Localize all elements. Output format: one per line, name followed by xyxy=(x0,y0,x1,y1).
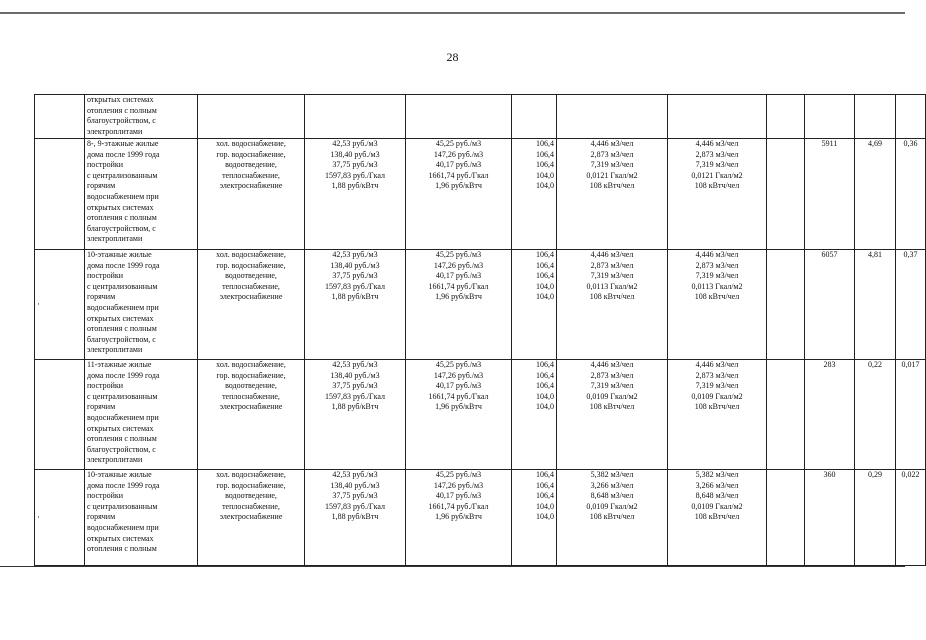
cell-line: 7,319 м3/чел xyxy=(695,381,739,391)
value-b-cell xyxy=(896,139,926,250)
cell-line: 108 кВтч/чел xyxy=(589,181,635,191)
cell-line: 108 кВтч/чел xyxy=(694,292,740,302)
cell-line: 1,96 руб/кВтч xyxy=(435,402,482,412)
cell-line: 108 кВтч/чел xyxy=(694,181,740,191)
cell-line: 0,0113 Гкал/м2 xyxy=(586,281,638,291)
norm-new-cell xyxy=(668,470,767,566)
cell-line: 1,88 руб/кВтч xyxy=(331,512,379,522)
index-cell xyxy=(512,250,557,360)
norm-new-cell xyxy=(668,139,767,250)
norm-old-cell xyxy=(557,360,668,470)
cell-line: горячим xyxy=(87,512,116,522)
empty-cell xyxy=(557,95,668,139)
cell-line: водоотведение, xyxy=(225,381,277,391)
cell-line: открытых системах xyxy=(87,202,154,212)
value-a-cell xyxy=(855,360,896,470)
empty-cell xyxy=(198,95,305,139)
empty-cell xyxy=(855,95,896,139)
empty-cell xyxy=(896,95,926,139)
marker-cell xyxy=(35,250,85,360)
cell-line: 2,873 м3/чел xyxy=(695,149,739,159)
cell-line: 104,0 xyxy=(536,501,554,511)
cell-line: 2,873 м3/чел xyxy=(695,370,739,380)
cell-line: горячим xyxy=(87,181,116,191)
cell-line: 106,4 xyxy=(536,491,554,501)
cell-line: открытых системах xyxy=(87,423,154,433)
cell-line: постройки xyxy=(87,160,124,170)
cell-line: с централизованным xyxy=(87,391,158,401)
cell-line: 7,319 м3/чел xyxy=(590,381,634,391)
cell-line: 0,0109 Гкал/м2 xyxy=(586,501,638,511)
tariff-new-cell xyxy=(406,250,512,360)
cell-line: 138,40 руб./м3 xyxy=(330,260,380,270)
cell-value: 0,37 xyxy=(903,250,918,259)
cell-line: 45,25 руб./м3 xyxy=(435,360,482,369)
marker-cell xyxy=(35,360,85,470)
value-a-cell xyxy=(855,470,896,566)
services-cell xyxy=(198,470,305,566)
cell-line: горячим xyxy=(87,292,116,302)
population-cell xyxy=(805,360,855,470)
cell-line: 3,266 м3/чел xyxy=(590,480,634,490)
tariff-old-cell xyxy=(305,360,406,470)
cell-line: 0,0109 Гкал/м2 xyxy=(691,391,743,401)
cell-line: благоустройством, с xyxy=(87,334,156,344)
cell-line: 104,0 xyxy=(536,391,554,401)
cell-line: электроснабжение xyxy=(219,512,283,522)
row-marker: · xyxy=(37,512,40,523)
cell-line: 104,0 xyxy=(536,170,554,180)
cell-line: 37,75 руб./м3 xyxy=(332,271,378,281)
tariff-old-cell xyxy=(305,250,406,360)
cell-line: 104,0 xyxy=(536,181,554,191)
cell-line: 1,88 руб/кВтч xyxy=(331,292,379,302)
cell-line: гор. водоснабжение, xyxy=(216,480,286,490)
table-row xyxy=(35,360,926,470)
cell-value: 0,017 xyxy=(901,360,920,369)
description-cell xyxy=(85,360,198,470)
cell-line: 45,25 руб./м3 xyxy=(435,139,482,148)
description-cell xyxy=(85,139,198,250)
cell-line: 8,648 м3/чел xyxy=(695,491,739,501)
cell-line: 138,40 руб./м3 xyxy=(330,370,380,380)
cell-value: 0,29 xyxy=(868,470,882,479)
cell-line: 5,382 м3/чел xyxy=(590,470,634,479)
cell-line: 4,446 м3/чел xyxy=(590,250,634,259)
cell-line: 11-этажные жилые xyxy=(87,360,152,369)
cell-line: водоотведение, xyxy=(225,271,277,281)
cell-value: 0,022 xyxy=(901,470,920,479)
cell-line: 106,4 xyxy=(536,260,554,270)
cell-line: 1597,83 руб./Гкал xyxy=(324,501,386,511)
cell-line: гор. водоснабжение, xyxy=(216,260,286,270)
cell-line: 1597,83 руб./Гкал xyxy=(324,281,386,291)
value-b-cell xyxy=(896,470,926,566)
cell-line: 3,266 м3/чел xyxy=(695,480,739,490)
cell-line: гор. водоснабжение, xyxy=(216,370,286,380)
cell-line: 2,873 м3/чел xyxy=(590,260,634,270)
cell-line: 1,96 руб/кВтч xyxy=(435,292,482,302)
cell-value: 360 xyxy=(823,470,836,479)
cell-line: 4,446 м3/чел xyxy=(590,139,634,148)
cell-line: 7,319 м3/чел xyxy=(590,271,634,281)
cell-line: 42,53 руб./м3 xyxy=(332,470,378,479)
table-row xyxy=(35,139,926,250)
empty-cell xyxy=(512,95,557,139)
cell-line: хол. водоснабжение, xyxy=(216,139,286,148)
cell-line: 1661,74 руб./Гкал xyxy=(428,501,489,511)
top-scan-edge xyxy=(0,12,905,14)
cell-line: 147,26 руб./м3 xyxy=(433,480,484,490)
table-row xyxy=(35,250,926,360)
index-cell xyxy=(512,360,557,470)
description-cell xyxy=(85,470,198,566)
description-cell: открытых системах отопления с полным благоустройством, с электроплитами xyxy=(85,95,198,139)
marker-cell xyxy=(35,95,85,139)
cell-line: 4,446 м3/чел xyxy=(695,250,739,259)
cell-line: 4,446 м3/чел xyxy=(695,360,739,369)
cell-line: электроснабжение xyxy=(219,181,283,191)
cell-line: 45,25 руб./м3 xyxy=(435,470,482,479)
cell-value: 6057 xyxy=(821,250,838,259)
cell-line: отопления с полным xyxy=(87,213,157,223)
cell-line: 104,0 xyxy=(536,512,554,522)
cell-line: 104,0 xyxy=(536,292,554,302)
cell-line: дома после 1999 года xyxy=(87,149,160,159)
cell-line: 106,4 xyxy=(536,250,554,259)
bottom-scan-edge xyxy=(0,566,905,567)
cell-line: 147,26 руб./м3 xyxy=(433,370,484,380)
cell-line: открытых системах xyxy=(87,313,154,323)
cell-line: дома после 1999 года xyxy=(87,370,160,380)
cell-line: гор. водоснабжение, xyxy=(216,149,286,159)
population-cell xyxy=(805,250,855,360)
cell-value: 4,81 xyxy=(868,250,882,259)
cell-line: 106,4 xyxy=(536,360,554,369)
index-cell xyxy=(512,139,557,250)
cell-line: 106,4 xyxy=(536,480,554,490)
cell-line: постройки xyxy=(87,381,124,391)
cell-line: 42,53 руб./м3 xyxy=(332,250,378,259)
cell-line: 40,17 руб./м3 xyxy=(435,381,482,391)
cell-line: теплоснабжение, xyxy=(222,281,280,291)
cell-line: 106,4 xyxy=(536,139,554,148)
cell-line: 108 кВтч/чел xyxy=(589,292,635,302)
cell-line: теплоснабжение, xyxy=(222,501,280,511)
cell-line: 147,26 руб./м3 xyxy=(433,260,484,270)
cell-line: 106,4 xyxy=(536,160,554,170)
cell-line: 40,17 руб./м3 xyxy=(435,271,482,281)
cell-line: 1,88 руб/кВтч xyxy=(331,181,379,191)
value-b-cell xyxy=(896,250,926,360)
empty-cell xyxy=(668,95,767,139)
cell-line: 2,873 м3/чел xyxy=(590,370,634,380)
cell-line: хол. водоснабжение, xyxy=(216,250,286,259)
cell-line: теплоснабжение, xyxy=(222,170,280,180)
norm-old-cell xyxy=(557,470,668,566)
tariff-new-cell xyxy=(406,360,512,470)
cell-line: постройки xyxy=(87,271,124,281)
cell-line: 1661,74 руб./Гкал xyxy=(428,170,489,180)
cell-line: 1,96 руб/кВтч xyxy=(435,512,482,522)
cell-line: 106,4 xyxy=(536,470,554,479)
page-number: 28 xyxy=(446,50,459,64)
cell-line: с централизованным xyxy=(87,501,158,511)
marker-cell xyxy=(35,470,85,566)
cell-line: 8,648 м3/чел xyxy=(590,491,634,501)
cell-line: электроплитами xyxy=(87,345,143,355)
services-cell xyxy=(198,250,305,360)
cell-line: 4,446 м3/чел xyxy=(695,139,739,148)
cell-line: водоснабжением при xyxy=(87,522,159,532)
marker-cell xyxy=(35,139,85,250)
cell-value: 4,69 xyxy=(868,139,882,148)
empty-cell xyxy=(406,95,512,139)
cell-line: 108 кВтч/чел xyxy=(589,402,635,412)
cell-line: хол. водоснабжение, xyxy=(216,360,286,369)
cell-line: 106,4 xyxy=(536,149,554,159)
cell-line: теплоснабжение, xyxy=(222,391,280,401)
cell-line: благоустройством, с xyxy=(87,223,156,233)
cell-line: хол. водоснабжение, xyxy=(216,470,286,479)
empty-cell xyxy=(767,250,805,360)
tariff-old-cell xyxy=(305,470,406,566)
cell-line: 8-, 9-этажные жилые xyxy=(87,139,159,148)
cell-line: отопления с полным xyxy=(87,434,157,444)
tariff-new-cell xyxy=(406,470,512,566)
continuation-row xyxy=(35,95,926,139)
empty-cell xyxy=(805,95,855,139)
cell-line: открытых системах xyxy=(87,533,154,543)
cell-line: 104,0 xyxy=(536,402,554,412)
cell-line: 0,0121 Гкал/м2 xyxy=(586,170,638,180)
value-a-cell xyxy=(855,139,896,250)
row-marker: · xyxy=(37,299,40,310)
value-a-cell xyxy=(855,250,896,360)
cell-line: 138,40 руб./м3 xyxy=(330,480,380,490)
cell-line: 0,0121 Гкал/м2 xyxy=(691,170,743,180)
cell-line: 1661,74 руб./Гкал xyxy=(428,391,489,401)
population-cell xyxy=(805,139,855,250)
cell-line: 10-этажные жилые xyxy=(87,250,152,259)
cell-line: водоотведение, xyxy=(225,160,277,170)
cell-value: 0,22 xyxy=(868,360,882,369)
cell-line: 40,17 руб./м3 xyxy=(435,491,482,501)
cell-line: 138,40 руб./м3 xyxy=(330,149,380,159)
services-cell xyxy=(198,360,305,470)
population-cell xyxy=(805,470,855,566)
cell-line: 108 кВтч/чел xyxy=(589,512,635,522)
cell-line: отопления с полным xyxy=(87,324,157,334)
cell-line: 42,53 руб./м3 xyxy=(332,139,378,148)
cell-line: 10-этажные жилые xyxy=(87,470,152,479)
empty-cell xyxy=(767,470,805,566)
norm-new-cell xyxy=(668,250,767,360)
tariff-old-cell xyxy=(305,139,406,250)
cell-line: 37,75 руб./м3 xyxy=(332,160,378,170)
cell-line: горячим xyxy=(87,402,116,412)
index-cell xyxy=(512,470,557,566)
cell-line: 45,25 руб./м3 xyxy=(435,250,482,259)
cell-line: 1661,74 руб./Гкал xyxy=(428,281,489,291)
value-b-cell xyxy=(896,360,926,470)
cell-line: электроплитами xyxy=(87,455,143,465)
cell-value: 0,36 xyxy=(903,139,918,148)
cell-line: 1,88 руб/кВтч xyxy=(331,402,379,412)
cell-line: с централизованным xyxy=(87,170,158,180)
table-row xyxy=(35,470,926,566)
cell-line: 37,75 руб./м3 xyxy=(332,381,378,391)
cell-line: 4,446 м3/чел xyxy=(590,360,634,369)
services-cell xyxy=(198,139,305,250)
cell-line: водоснабжением при xyxy=(87,302,159,312)
cell-line: отопления с полным xyxy=(87,544,157,554)
cell-line: постройки xyxy=(87,491,124,501)
tariff-new-cell xyxy=(406,139,512,250)
cell-line: 0,0113 Гкал/м2 xyxy=(691,281,743,291)
cell-line: 2,873 м3/чел xyxy=(590,149,634,159)
norm-old-cell xyxy=(557,250,668,360)
cell-line: 2,873 м3/чел xyxy=(695,260,739,270)
cell-line: водоотведение, xyxy=(225,491,277,501)
cell-line: 5,382 м3/чел xyxy=(695,470,739,479)
cell-line: дома после 1999 года xyxy=(87,260,160,270)
cell-line: электроплитами xyxy=(87,234,143,244)
cell-line: 106,4 xyxy=(536,381,554,391)
cell-line: электроснабжение xyxy=(219,402,283,412)
cell-line: 147,26 руб./м3 xyxy=(433,149,484,159)
cell-line: 106,4 xyxy=(536,370,554,380)
cell-line: 7,319 м3/чел xyxy=(695,160,739,170)
cell-line: электроснабжение xyxy=(219,292,283,302)
cell-line: 1,96 руб/кВтч xyxy=(435,181,482,191)
cell-line: 108 кВтч/чел xyxy=(694,512,740,522)
cell-line: 1597,83 руб./Гкал xyxy=(324,170,386,180)
cell-line: с централизованным xyxy=(87,281,158,291)
cell-line: 106,4 xyxy=(536,271,554,281)
cell-line: 37,75 руб./м3 xyxy=(332,491,378,501)
cell-line: водоснабжением при xyxy=(87,191,159,201)
empty-cell xyxy=(767,360,805,470)
cell-line: 104,0 xyxy=(536,281,554,291)
description-cell xyxy=(85,250,198,360)
cell-line: 1597,83 руб./Гкал xyxy=(324,391,386,401)
empty-cell xyxy=(767,95,805,139)
cell-line: 108 кВтч/чел xyxy=(694,402,740,412)
cell-value: 283 xyxy=(823,360,836,369)
cell-line: 7,319 м3/чел xyxy=(695,271,739,281)
empty-cell xyxy=(767,139,805,250)
cell-line: благоустройством, с xyxy=(87,444,156,454)
cell-line: водоснабжением при xyxy=(87,412,159,422)
cell-line: 0,0109 Гкал/м2 xyxy=(691,501,743,511)
norm-new-cell xyxy=(668,360,767,470)
norm-old-cell xyxy=(557,139,668,250)
cell-line: 7,319 м3/чел xyxy=(590,160,634,170)
cell-line: 42,53 руб./м3 xyxy=(332,360,378,369)
tariff-table xyxy=(34,94,926,566)
cell-line: 0,0109 Гкал/м2 xyxy=(586,391,638,401)
empty-cell xyxy=(305,95,406,139)
cell-line: дома после 1999 года xyxy=(87,480,160,490)
cell-line: 40,17 руб./м3 xyxy=(435,160,482,170)
cell-value: 5911 xyxy=(821,139,838,148)
